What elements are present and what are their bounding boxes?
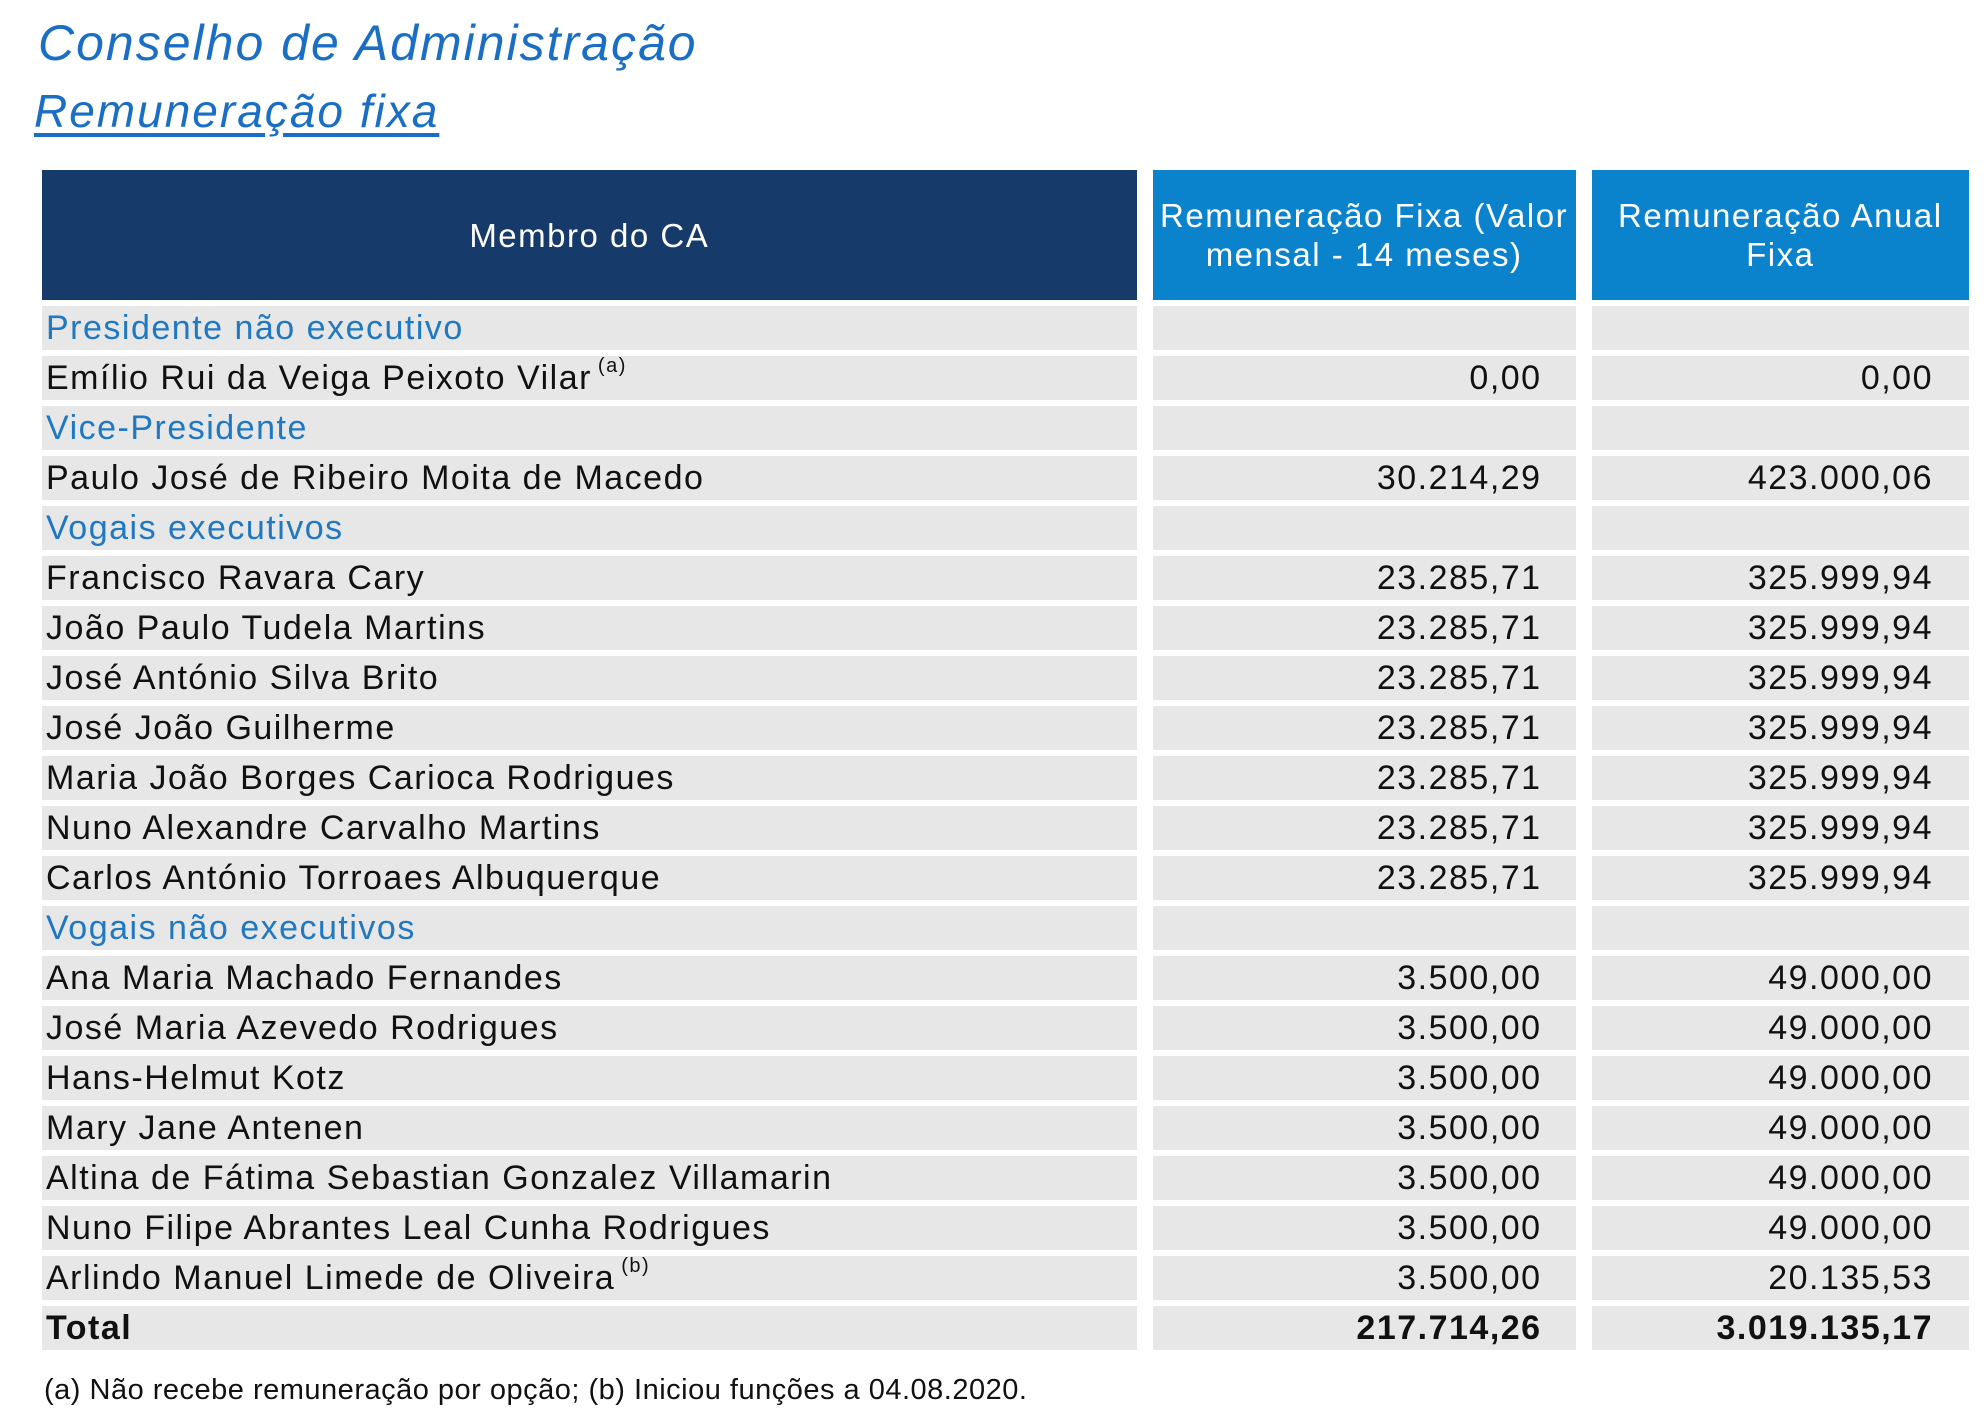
annual-value: 325.999,94: [1592, 856, 1969, 906]
member-name-cell: [42, 806, 1137, 856]
member-name-cell: [42, 356, 1137, 406]
annual-value: 49.000,00: [1592, 1206, 1969, 1256]
table-row: [42, 756, 1969, 806]
header-annual-fixed: Remuneração Anual Fixa: [1592, 170, 1969, 300]
monthly-value: 3.500,00: [1153, 1106, 1576, 1156]
section-subtitle: Remuneração fixa: [34, 85, 440, 137]
monthly-value: 30.214,29: [1153, 456, 1576, 506]
section-label-text: Presidente não executivo: [46, 308, 464, 347]
table-row: [42, 706, 1969, 756]
annual-value: 325.999,94: [1592, 756, 1969, 806]
footnote-marker: (a): [597, 354, 627, 377]
page-title: Conselho de Administração: [38, 15, 698, 71]
member-name-cell: [42, 606, 1137, 656]
annual-value: 20.135,53: [1592, 1256, 1969, 1306]
table-row: [42, 606, 1969, 656]
member-name-cell: [42, 556, 1137, 606]
member-name-cell: [42, 956, 1137, 1006]
total-label: Total: [42, 1306, 1137, 1356]
total-annual: 3.019.135,17: [1592, 1306, 1969, 1356]
member-name: José Maria Azevedo Rodrigues: [46, 1008, 559, 1047]
member-name-cell: [42, 1056, 1137, 1106]
table-row: [42, 1006, 1969, 1056]
annual-value: 325.999,94: [1592, 556, 1969, 606]
monthly-value: [1153, 406, 1576, 456]
header-monthly-fixed: Remuneração Fixa (Valor mensal - 14 meses): [1153, 170, 1576, 300]
table-row: [42, 1106, 1969, 1156]
table-body: [42, 306, 1969, 1356]
member-name: Francisco Ravara Cary: [46, 558, 426, 597]
annual-value: 49.000,00: [1592, 1156, 1969, 1206]
annual-value: [1592, 306, 1969, 356]
annual-value: 49.000,00: [1592, 1106, 1969, 1156]
annual-value: [1592, 406, 1969, 456]
member-name: Arlindo Manuel Limede de Oliveira: [46, 1258, 616, 1297]
member-name: Ana Maria Machado Fernandes: [46, 958, 563, 997]
section-label: [42, 306, 1137, 356]
section-label: [42, 906, 1137, 956]
annual-value: [1592, 906, 1969, 956]
member-name-cell: [42, 656, 1137, 706]
table-row: [42, 656, 1969, 706]
member-name-cell: [42, 1156, 1137, 1206]
monthly-value: 23.285,71: [1153, 706, 1576, 756]
annual-value: 423.000,06: [1592, 456, 1969, 506]
remuneration-table: [26, 170, 1985, 1356]
header-member: Membro do CA: [42, 170, 1137, 300]
monthly-value: 23.285,71: [1153, 656, 1576, 706]
table-header-row: [42, 170, 1969, 300]
annual-value: 325.999,94: [1592, 706, 1969, 756]
monthly-value: 23.285,71: [1153, 756, 1576, 806]
annual-value: 325.999,94: [1592, 806, 1969, 856]
member-name: Emílio Rui da Veiga Peixoto Vilar: [46, 358, 592, 397]
footnote: (a) Não recebe remuneração por opção; (b) Iniciou funções a 04.08.2020.: [44, 1374, 1028, 1406]
member-name-cell: [42, 1006, 1137, 1056]
monthly-value: 3.500,00: [1153, 1006, 1576, 1056]
section-row: [42, 906, 1969, 956]
monthly-value: 23.285,71: [1153, 856, 1576, 906]
monthly-value: 23.285,71: [1153, 806, 1576, 856]
monthly-value: 3.500,00: [1153, 956, 1576, 1006]
section-label-text: Vogais executivos: [46, 508, 344, 547]
table-row: [42, 1056, 1969, 1106]
table-row: [42, 856, 1969, 906]
monthly-value: 0,00: [1153, 356, 1576, 406]
member-name: Carlos António Torroaes Albuquerque: [46, 858, 662, 897]
member-name: Paulo José de Ribeiro Moita de Macedo: [46, 458, 705, 497]
annual-value: 49.000,00: [1592, 1056, 1969, 1106]
monthly-value: [1153, 506, 1576, 556]
section-label: [42, 506, 1137, 556]
section-label: [42, 406, 1137, 456]
section-row: [42, 306, 1969, 356]
section-row: [42, 406, 1969, 456]
member-name: José António Silva Brito: [46, 658, 440, 697]
annual-value: 325.999,94: [1592, 606, 1969, 656]
member-name-cell: [42, 456, 1137, 506]
member-name-cell: [42, 856, 1137, 906]
monthly-value: [1153, 306, 1576, 356]
monthly-value: [1153, 906, 1576, 956]
table-row: [42, 956, 1969, 1006]
monthly-value: 3.500,00: [1153, 1256, 1576, 1306]
footnote-marker: (b): [621, 1254, 651, 1277]
table-row: [42, 806, 1969, 856]
member-name-cell: [42, 756, 1137, 806]
total-monthly: 217.714,26: [1153, 1306, 1576, 1356]
annual-value: 0,00: [1592, 356, 1969, 406]
table-row: [42, 1156, 1969, 1206]
section-label-text: Vogais não executivos: [46, 908, 416, 947]
table-row: [42, 1256, 1969, 1306]
member-name-cell: [42, 706, 1137, 756]
member-name: João Paulo Tudela Martins: [46, 608, 487, 647]
member-name: Altina de Fátima Sebastian Gonzalez Villamarin: [46, 1158, 833, 1197]
total-row: [42, 1306, 1969, 1356]
annual-value: 49.000,00: [1592, 956, 1969, 1006]
annual-value: 325.999,94: [1592, 656, 1969, 706]
table-row: [42, 556, 1969, 606]
monthly-value: 3.500,00: [1153, 1156, 1576, 1206]
member-name: Nuno Alexandre Carvalho Martins: [46, 808, 601, 847]
member-name: Mary Jane Antenen: [46, 1108, 365, 1147]
member-name: Hans-Helmut Kotz: [46, 1058, 346, 1097]
monthly-value: 3.500,00: [1153, 1056, 1576, 1106]
member-name-cell: [42, 1206, 1137, 1256]
member-name-cell: [42, 1106, 1137, 1156]
table-row: [42, 1206, 1969, 1256]
annual-value: 49.000,00: [1592, 1006, 1969, 1056]
monthly-value: 3.500,00: [1153, 1206, 1576, 1256]
table-row: [42, 456, 1969, 506]
annual-value: [1592, 506, 1969, 556]
table-row: [42, 356, 1969, 406]
member-name-cell: [42, 1256, 1137, 1306]
monthly-value: 23.285,71: [1153, 606, 1576, 656]
member-name: José João Guilherme: [46, 708, 396, 747]
section-row: [42, 506, 1969, 556]
section-label-text: Vice-Presidente: [46, 408, 308, 447]
member-name: Maria João Borges Carioca Rodrigues: [46, 758, 675, 797]
monthly-value: 23.285,71: [1153, 556, 1576, 606]
member-name: Nuno Filipe Abrantes Leal Cunha Rodrigues: [46, 1208, 771, 1247]
